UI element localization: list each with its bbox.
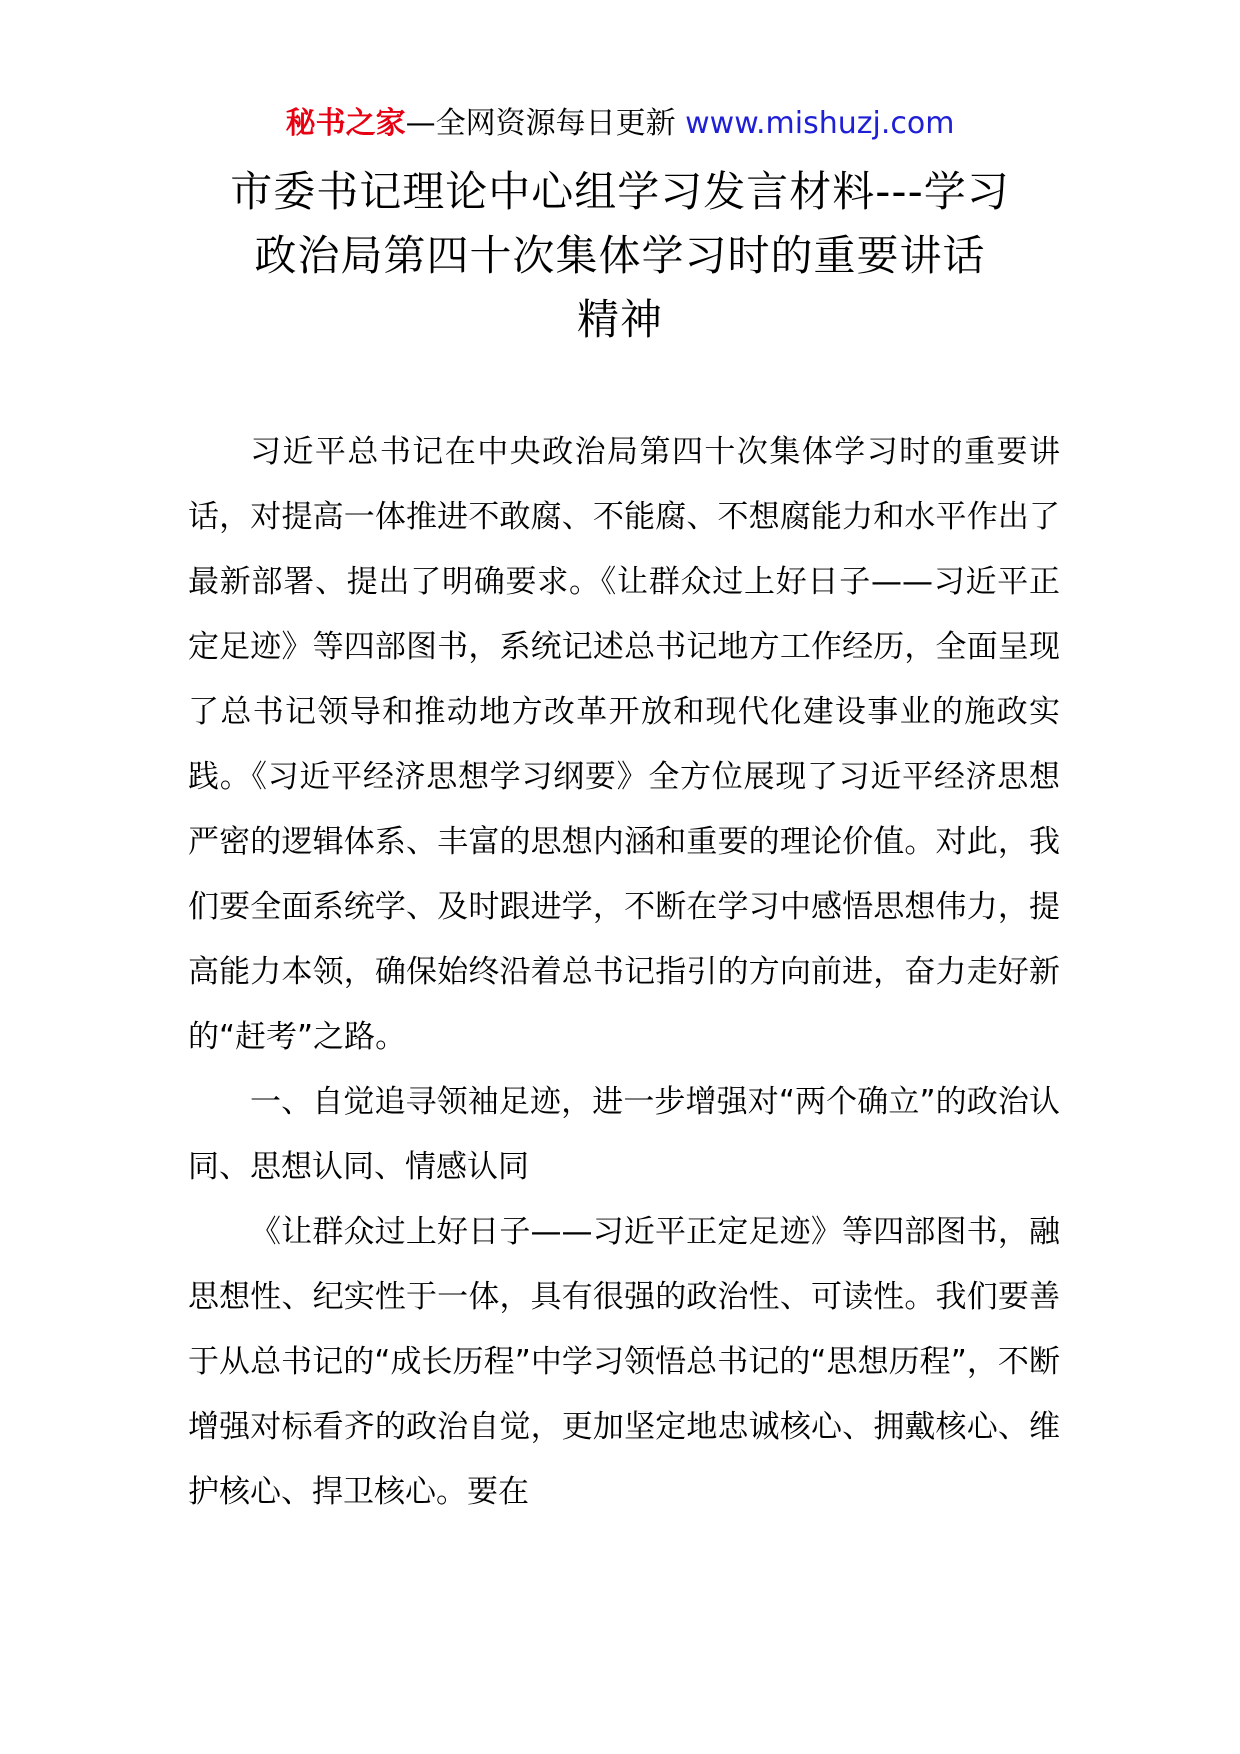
- brand-name: 秘书之家: [285, 106, 406, 141]
- section-heading-1: 一、自觉追寻领袖足迹，进一步增强对“两个确立”的政治认同、思想认同、情感认同: [188, 1084, 1060, 1185]
- site-header: [0, 102, 1240, 146]
- title-line-3: 精神: [576, 295, 663, 344]
- paragraph-section-1: 《让群众过上好日子——习近平正定足迹》等四部图书，融思想性、纪实性于一体，具有很强的政治性、可读性。我们要善于从总书记的“成长历程”中学习领悟总书记的“思想历程”，不断增强对标看齐的政治自觉，更加坚定地忠诚核心、拥戴核心、维护核心、捍卫核心。要在: [188, 1214, 1060, 1510]
- title-line-2: 政治局第四十次集体学习时的重要讲话: [254, 231, 986, 280]
- title-line-1: 市委书记理论中心组学习发言材料---学习: [230, 167, 1010, 216]
- paragraph-intro: 习近平总书记在中央政治局第四十次集体学习时的重要讲话，对提高一体推进不敢腐、不能腐、不想腐能力和水平作出了最新部署、提出了明确要求。《让群众过上好日子——习近平正定足迹》等四部图书，系统记述总书记地方工作经历，全面呈现了总书记领导和推动地方改革开放和现代化建设事业的施政实践。《习近平经济思想学习纲要》全方位展现了习近平经济思想严密的逻辑体系、丰富的思想内涵和重要的理论价值。对此，我们要全面系统学、及时跟进学，不断在学习中感悟思想伟力，提高能力本领，确保始终沿着总书记指引的方向前进，奋力走好新的“赶考”之路。: [188, 434, 1060, 1055]
- document-title: [180, 160, 1060, 352]
- header-tagline: —全网资源每日更新: [405, 106, 676, 141]
- document-body: [188, 420, 1060, 1525]
- site-url-link[interactable]: www.mishuzj.com: [685, 106, 955, 141]
